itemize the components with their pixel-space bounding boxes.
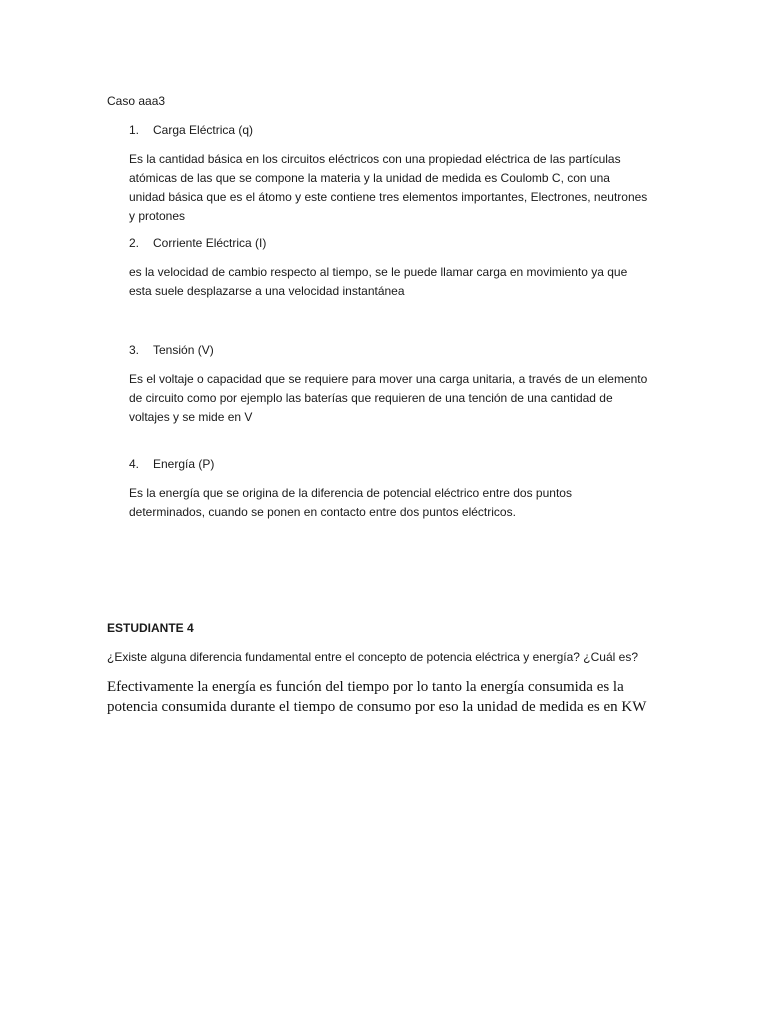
list-item-title: Tensión (V) (153, 343, 214, 357)
list-item-heading (129, 121, 253, 140)
list-item-body: Es la cantidad básica en los circuitos eléctricos con una propiedad eléctrica de las partículas atómicas de las que se compone la materia y la unidad de medida es Coulomb C, con una unidad básica que es el átomo y este contiene tres elementos importantes, Electrones, neutrones y protones (129, 152, 648, 223)
answer-text: Efectivamente la energía es función del tiempo por lo tanto la energía consumida es la potencia consumida durante el tiempo de consumo por eso la unidad de medida es en KW (107, 679, 647, 715)
section-heading: ESTUDIANTE 4 (107, 621, 194, 635)
document-title: Caso aaa3 (107, 94, 166, 108)
list-item-heading (129, 341, 214, 360)
list-item-body: Es la energía que se origina de la diferencia de potencial eléctrico entre dos puntos determinados, cuando se ponen en contacto entre dos puntos eléctricos. (129, 486, 572, 519)
list-item-body: Es el voltaje o capacidad que se requiere para mover una carga unitaria, a través de un elemento de circuito como por ejemplo las baterías que requieren de una tención de una cantidad de voltajes y se mide en V (129, 372, 648, 424)
list-item-title: Energía (P) (153, 457, 215, 471)
list-item-body: es la velocidad de cambio respecto al tiempo, se le puede llamar carga en movimiento ya que esta suele desplazarse a una velocidad instantánea (129, 265, 628, 298)
list-item-title: Corriente Eléctrica (I) (153, 236, 267, 250)
list-item-number: 3. (129, 343, 140, 357)
list-item-number: 4. (129, 457, 140, 471)
list-item-heading (129, 455, 214, 474)
list-item-title: Carga Eléctrica (q) (153, 123, 254, 137)
list-item-heading (129, 234, 266, 253)
question-text: ¿Existe alguna diferencia fundamental entre el concepto de potencia eléctrica y energía? ¿Cuál es? (107, 650, 638, 664)
list-item-number: 2. (129, 236, 140, 250)
list-item-number: 1. (129, 123, 140, 137)
